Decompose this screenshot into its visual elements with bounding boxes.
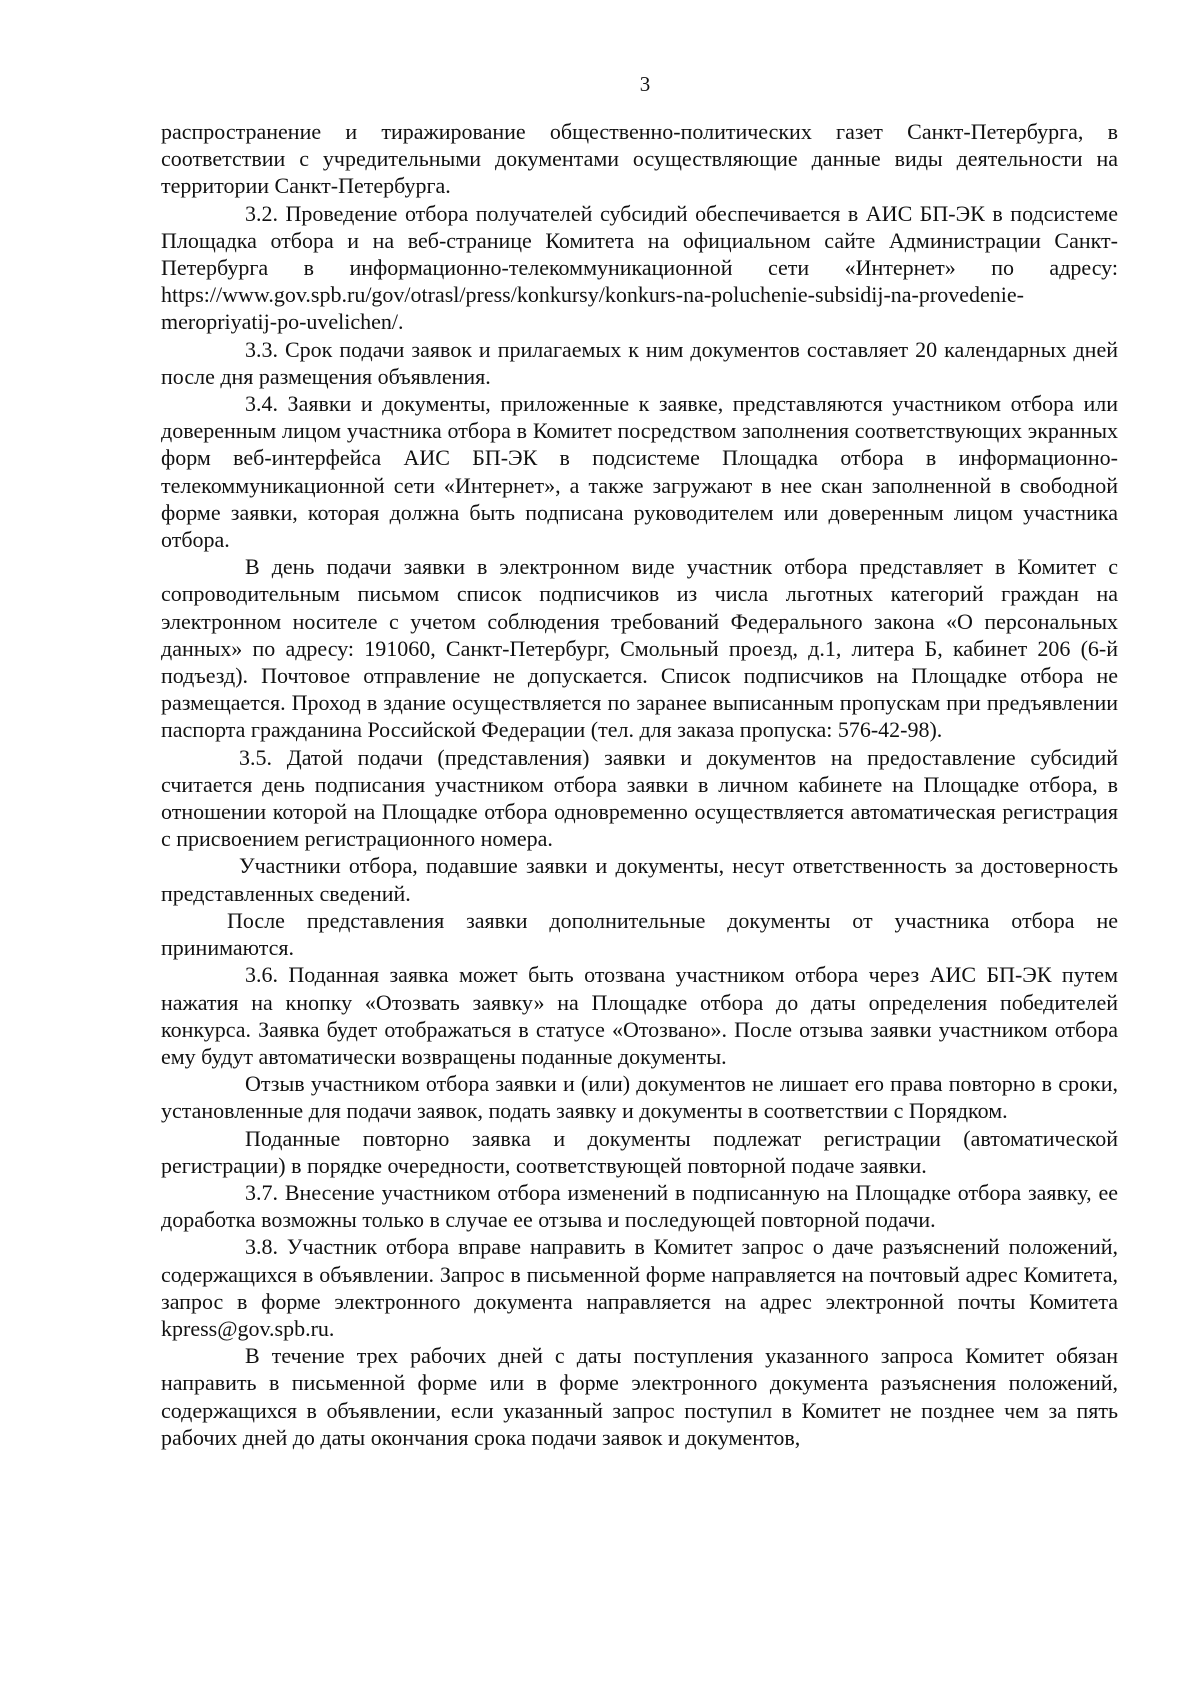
paragraph-subscriber-list: В день подачи заявки в электронном виде участник отбора представляет в Комитет с сопроводительным письмом список подписчиков из числа льготных категорий граждан на электронном носителе с учетом соблюдения требований Федерального закона «О персональных данных» по адресу: 191060, Санкт-Петербург, Смольный проезд, д.1, литера Б, кабинет 206 (6-й подъезд). Почтовое отправление не допускается. Список подписчиков на Площадке отбора не размещается. Проход в здание осуществляется по заранее выписанным пропускам при предъявлении паспорта гражданина Российской Федерации (тел. для заказа пропуска: 576-42-98).: [161, 554, 1118, 743]
paragraph-withdrawal-rights: Отзыв участником отбора заявки и (или) документов не лишает его права повторно в сроки, установленные для подачи заявок, подать заявку и документы в соответствии с Порядком.: [161, 1071, 1118, 1124]
paragraph-no-additional-documents: После представления заявки дополнительные документы от участника отбора не принимаются.: [161, 907, 1118, 961]
paragraph-3-3: 3.3. Срок подачи заявок и прилагаемых к ним документов составляет 20 календарных дней после дня размещения объявления.: [161, 336, 1118, 389]
paragraph-3-4: 3.4. Заявки и документы, приложенные к заявке, представляются участником отбора или доверенным лицом участника отбора в Комитет посредством заполнения соответствующих экранных форм веб-интерфейса АИС БП-ЭК в подсистеме Площадка отбора в информационно-телекоммуникационной сети «Интернет», а также загружают в нее скан заполненной в свободной форме заявки, которая должна быть подписана руководителем или доверенным лицом участника отбора.: [161, 391, 1118, 553]
paragraph-3-5: 3.5. Датой подачи (представления) заявки и документов на предоставление субсидий считается день подписания участником отбора заявки в личном кабинете на Площадке отбора, в отношении которой на Площадке отбора одновременно осуществляется автоматическая регистрация с присвоением регистрационного номера.: [161, 744, 1118, 852]
paragraph-3-6: 3.6. Поданная заявка может быть отозвана участником отбора через АИС БП-ЭК путем нажатия на кнопку «Отозвать заявку» на Площадке отбора до даты определения победителей конкурса. Заявка будет отображаться в статусе «Отозвано». После отзыва заявки участником отбора ему будут автоматически возвращены поданные документы.: [161, 962, 1118, 1069]
page-number: 3: [639, 72, 651, 96]
paragraph-repeat-registration: Поданные повторно заявка и документы подлежат регистрации (автоматической регистрации) в порядке очередности, соответствующей повторной подаче заявки.: [161, 1125, 1118, 1178]
paragraph-responsibility: Участники отбора, подавшие заявки и документы, несут ответственность за достоверность представленных сведений.: [161, 853, 1118, 906]
document-body: [161, 118, 1118, 1451]
paragraph-3-8: 3.8. Участник отбора вправе направить в Комитет запрос о даче разъяснений положений, содержащихся в объявлении. Запрос в письменной форме направляется на почтовый адрес Комитета, запрос в форме электронного документа направляется на адрес электронной почты Комитета kpress@gov.spb.ru.: [161, 1234, 1118, 1341]
paragraph-subsidy-recipients-continued: распространение и тиражирование общественно-политических газет Санкт-Петербурга, в соответствии с учредительными документами осуществляющие данные виды деятельности на территории Санкт-Петербурга.: [161, 119, 1118, 199]
paragraph-3-2: 3.2. Проведение отбора получателей субсидий обеспечивается в АИС БП-ЭК в подсистеме Площадка отбора и на веб-странице Комитета на официальном сайте Администрации Санкт-Петербурга в информационно-телекоммуникационной сети «Интернет» по адресу: https://www.gov.spb.ru/gov/otrasl/press/konkursy/konkurs-na-poluchenie-subsidij-na-provedenie-meropriyatij-po-uvelichen/.: [161, 200, 1118, 335]
paragraph-3-7: 3.7. Внесение участником отбора изменений в подписанную на Площадке отбора заявку, ее доработка возможны только в случае ее отзыва и последующей повторной подачи.: [161, 1179, 1118, 1233]
paragraph-clarification-deadline: В течение трех рабочих дней с даты поступления указанного запроса Комитет обязан направить в письменной форме или в форме электронного документа разъяснения положений, содержащихся в объявлении, если указанный запрос поступил в Комитет не позднее чем за пять рабочих дней до даты окончания срока подачи заявок и документов,: [161, 1343, 1118, 1450]
